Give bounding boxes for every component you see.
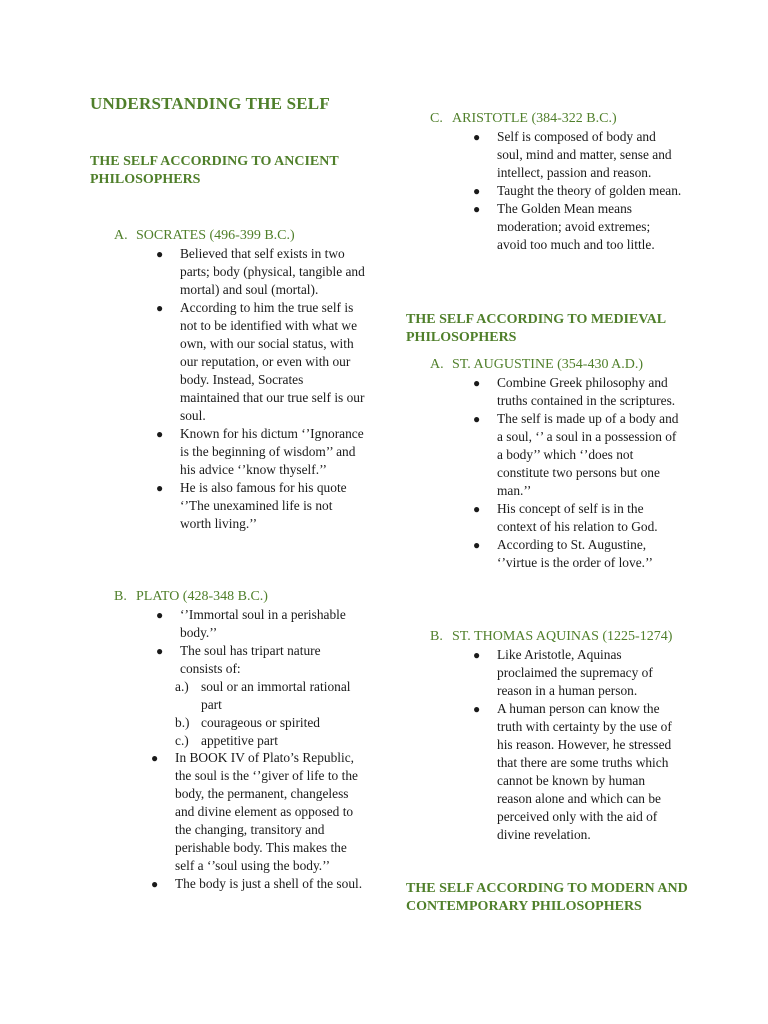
list-item: ● The soul has tripart nature consists of: bbox=[156, 643, 321, 676]
aristotle-heading bbox=[430, 110, 700, 128]
bullet-icon: ● bbox=[473, 538, 481, 552]
list-item: ● The Golden Mean means moderation; avoid extremes; avoid too much and too little. bbox=[473, 201, 655, 252]
socrates-heading bbox=[114, 227, 374, 245]
bullet-icon: ● bbox=[473, 202, 481, 216]
aquinas-heading bbox=[430, 628, 720, 646]
bullet-icon: ● bbox=[156, 427, 164, 441]
document-title: UNDERSTANDING THE SELF bbox=[90, 94, 330, 113]
bullet-icon: ● bbox=[473, 412, 481, 426]
bullet-icon: ● bbox=[156, 247, 164, 261]
aquinas-bullets bbox=[473, 646, 683, 844]
list-item: ● According to him the true self is not to be identified with what we own, with our social status, with our reputation, or even with our body. Instead, Socrates maintained that our true self is our soul. bbox=[156, 300, 365, 423]
augustine-letter: A. bbox=[430, 357, 444, 372]
list-item: a.) soul or an immortal rational part bbox=[175, 679, 351, 712]
list-item: ● A human person can know the truth with certainty by the use of his reason. However, he stressed that there are some truths which cannot be known by human reason alone and which can be perceived only with the aid of divine revelation. bbox=[473, 701, 672, 842]
list-item: ● In BOOK IV of Plato’s Republic, the soul is the ‘’giver of life to the body, the permanent, changeless and divine element as opposed to the changing, transitory and perishable body. This makes the self a ‘’soul using the body.’’ bbox=[151, 750, 358, 873]
bullet-icon: ● bbox=[151, 751, 159, 765]
plato-letter: B. bbox=[114, 589, 127, 604]
list-item: ● Self is composed of body and soul, mind and matter, sense and intellect, passion and reason. bbox=[473, 129, 672, 180]
socrates-name: SOCRATES (496-399 B.C.) bbox=[136, 228, 295, 243]
bullet-icon: ● bbox=[473, 184, 481, 198]
section-ancient-heading: THE SELF ACCORDING TO ANCIENT PHILOSOPHERS bbox=[90, 154, 339, 187]
bullet-icon: ● bbox=[151, 877, 159, 891]
augustine-bullets bbox=[473, 374, 682, 572]
plato-heading bbox=[114, 588, 374, 606]
list-item: ● Taught the theory of golden mean. bbox=[473, 183, 682, 198]
list-item: ● ‘’Immortal soul in a perishable body.’’ bbox=[156, 607, 346, 640]
plato-name: PLATO (428-348 B.C.) bbox=[136, 589, 268, 604]
aquinas-letter: B. bbox=[430, 629, 443, 644]
list-item: ● The body is just a shell of the soul. bbox=[151, 876, 363, 891]
bullet-icon: ● bbox=[156, 301, 164, 315]
list-item: b.) courageous or spirited bbox=[175, 715, 320, 730]
bullet-icon: ● bbox=[156, 608, 164, 622]
bullet-icon: ● bbox=[473, 702, 481, 716]
list-item: c.) appetitive part bbox=[175, 733, 278, 748]
augustine-name: ST. AUGUSTINE (354-430 A.D.) bbox=[452, 357, 644, 372]
plato-soul-parts bbox=[175, 678, 371, 750]
plato-bullets-a bbox=[156, 606, 360, 678]
list-item: ● His concept of self is in the context of his relation to God. bbox=[473, 501, 658, 534]
section-medieval-heading: THE SELF ACCORDING TO MEDIEVAL PHILOSOPHERS bbox=[406, 312, 666, 345]
aristotle-letter: C. bbox=[430, 111, 443, 126]
bullet-icon: ● bbox=[156, 644, 164, 658]
aristotle-name: ARISTOTLE (384-322 B.C.) bbox=[452, 111, 617, 126]
aristotle-bullets bbox=[473, 128, 682, 254]
plato-bullets-b bbox=[151, 749, 365, 893]
bullet-icon: ● bbox=[473, 502, 481, 516]
socrates-letter: A. bbox=[114, 228, 128, 243]
bullet-icon: ● bbox=[473, 648, 481, 662]
bullet-icon: ● bbox=[156, 481, 164, 495]
list-item: ● He is also famous for his quote ‘’The unexamined life is not worth living.’’ bbox=[156, 480, 347, 531]
bullet-icon: ● bbox=[473, 376, 481, 390]
augustine-heading bbox=[430, 356, 700, 374]
aquinas-name: ST. THOMAS AQUINAS (1225-1274) bbox=[452, 629, 673, 644]
bullet-icon: ● bbox=[473, 130, 481, 144]
list-item: ● The self is made up of a body and a soul, ‘’ a soul in a possession of a body’’ which ‘’does not constitute two persons but one man.’’ bbox=[473, 411, 679, 498]
section-modern-heading: THE SELF ACCORDING TO MODERN AND CONTEMPORARY PHILOSOPHERS bbox=[406, 881, 688, 914]
list-item: ● Combine Greek philosophy and truths contained in the scriptures. bbox=[473, 375, 676, 408]
socrates-bullets bbox=[156, 245, 365, 533]
list-item: ● According to St. Augustine, ‘’virtue is the order of love.’’ bbox=[473, 537, 653, 570]
list-item: ● Known for his dictum ‘’Ignorance is the beginning of wisdom’’ and his advice ‘’know thyself.’’ bbox=[156, 426, 364, 477]
list-item: ● Believed that self exists in two parts; body (physical, tangible and mortal) and soul (mortal). bbox=[156, 246, 365, 297]
list-item: ● Like Aristotle, Aquinas proclaimed the supremacy of reason in a human person. bbox=[473, 647, 653, 698]
